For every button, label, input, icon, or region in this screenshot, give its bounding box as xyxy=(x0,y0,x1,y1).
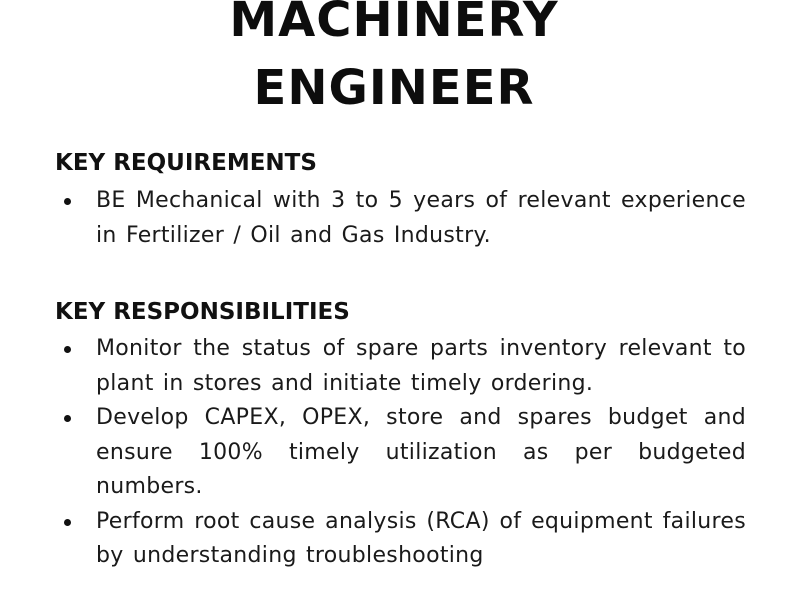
responsibilities-list xyxy=(60,332,746,574)
title-line-1: MACHINERY xyxy=(229,0,559,48)
list-item xyxy=(60,505,746,574)
list-item-text: BE Mechanical with 3 to 5 years of relevant experience in Fertilizer / Oil and Gas Industry. xyxy=(96,188,746,248)
title-line-2: ENGINEER xyxy=(253,60,535,116)
key-responsibilities-heading: KEY RESPONSIBILITIES xyxy=(55,299,350,325)
list-item-text: Monitor the status of spare parts inventory relevant to plant in stores and initiate timely ordering. xyxy=(96,336,746,396)
requirements-list xyxy=(60,184,746,253)
page-title xyxy=(0,0,788,122)
bullet-icon xyxy=(64,415,71,422)
key-requirements-heading: KEY REQUIREMENTS xyxy=(55,150,317,176)
list-item-text: Perform root cause analysis (RCA) of equipment failures by understanding troubleshooting xyxy=(96,508,746,568)
bullet-icon xyxy=(64,198,71,205)
bullet-icon xyxy=(64,519,71,526)
list-item xyxy=(60,184,746,253)
list-item-text: Develop CAPEX, OPEX, store and spares budget and ensure 100% timely utilization as per budgeted numbers. xyxy=(96,405,746,499)
bullet-icon xyxy=(64,346,71,353)
list-item xyxy=(60,332,746,401)
list-item xyxy=(60,401,746,505)
